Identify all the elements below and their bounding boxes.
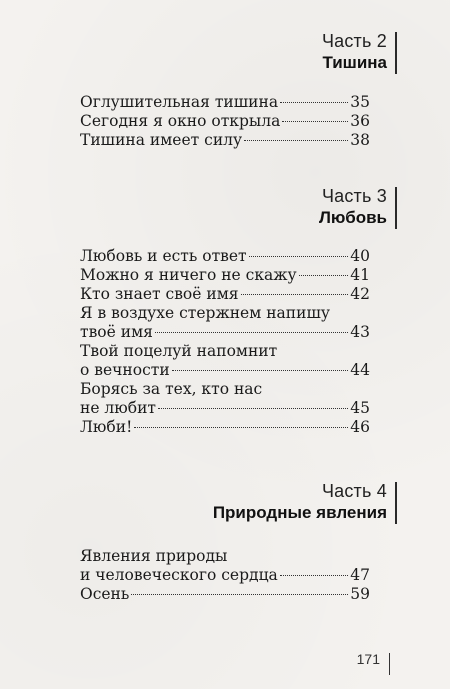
dot-leader: [282, 121, 348, 122]
toc-entry[interactable]: [80, 93, 370, 112]
toc-entry-title: Тишина имеет силу: [80, 131, 243, 149]
toc-entry-title-cont: и человеческого сердца: [80, 566, 278, 584]
toc-entry-title: Я в воздухе стержнем напишу: [80, 304, 330, 322]
dot-leader: [155, 332, 348, 333]
page-number: 171: [356, 651, 380, 667]
toc-entry[interactable]: [80, 247, 370, 266]
toc-entry-title: Люби!: [80, 418, 133, 436]
dot-leader: [249, 256, 349, 257]
dot-leader: [131, 594, 348, 595]
toc-entry-page: 47: [350, 566, 370, 584]
part-4-toc: [80, 547, 370, 604]
part-3-label: Часть 3: [321, 186, 387, 206]
toc-entry-title-cont: твоё имя: [80, 323, 153, 341]
part-2-toc: [80, 93, 370, 150]
toc-entry-page: 40: [350, 247, 370, 265]
toc-entry-title: Явления природы: [80, 547, 228, 565]
toc-entry-title: Можно я ничего не скажу: [80, 266, 297, 284]
part-3-toc: [80, 247, 370, 437]
part-3-divider: [395, 187, 397, 229]
dot-leader: [280, 102, 348, 103]
toc-entry[interactable]: [80, 112, 370, 131]
toc-entry-page: 41: [350, 266, 370, 284]
toc-entry[interactable]: [80, 418, 370, 437]
part-4-label: Часть 4: [321, 481, 387, 501]
toc-entry-title: Твой поцелуй напомнит: [80, 342, 278, 360]
toc-entry-title: Сегодня я окно открыла: [80, 112, 281, 130]
part-3-title: Любовь: [318, 208, 387, 227]
toc-entry-title: Любовь и есть ответ: [80, 247, 247, 265]
dot-leader: [158, 408, 348, 409]
toc-entry-title-cont: о вечности: [80, 361, 170, 379]
part-2-divider: [395, 32, 397, 74]
toc-entry-title-cont: не любит: [80, 399, 157, 417]
toc-entry-title: Кто знает своё имя: [80, 285, 239, 303]
toc-entry-page: 59: [350, 585, 370, 603]
toc-entry[interactable]: [80, 547, 370, 585]
dot-leader: [134, 427, 348, 428]
page-number-divider: [389, 653, 391, 675]
toc-entry-page: 38: [350, 131, 370, 149]
toc-entry-title: Борясь за тех, кто нас: [80, 380, 263, 398]
dot-leader: [172, 370, 349, 371]
toc-entry-page: 46: [350, 418, 370, 436]
toc-entry[interactable]: [80, 342, 370, 380]
part-2-title: Тишина: [322, 53, 387, 72]
toc-entry-page: 44: [350, 361, 370, 379]
toc-entry[interactable]: [80, 380, 370, 418]
toc-entry-page: 45: [350, 399, 370, 417]
toc-entry-page: 36: [350, 112, 370, 130]
toc-entry[interactable]: [80, 285, 370, 304]
toc-entry[interactable]: [80, 131, 370, 150]
dot-leader: [241, 294, 349, 295]
toc-entry-page: 35: [350, 93, 370, 111]
dot-leader: [244, 140, 348, 141]
toc-entry[interactable]: [80, 585, 370, 604]
dot-leader: [299, 275, 349, 276]
part-4-divider: [395, 482, 397, 524]
toc-entry-page: 43: [350, 323, 370, 341]
part-2-header: [322, 30, 387, 74]
part-3-header: [319, 185, 387, 229]
toc-entry-title: Оглушительная тишина: [80, 93, 279, 111]
dot-leader: [280, 575, 348, 576]
part-4-header: [213, 480, 387, 524]
toc-entry[interactable]: [80, 266, 370, 285]
part-2-label: Часть 2: [321, 31, 387, 51]
toc-entry-page: 42: [350, 285, 370, 303]
part-4-title: Природные явления: [212, 503, 387, 522]
toc-entry-title: Осень: [80, 585, 130, 603]
toc-entry[interactable]: [80, 304, 370, 342]
